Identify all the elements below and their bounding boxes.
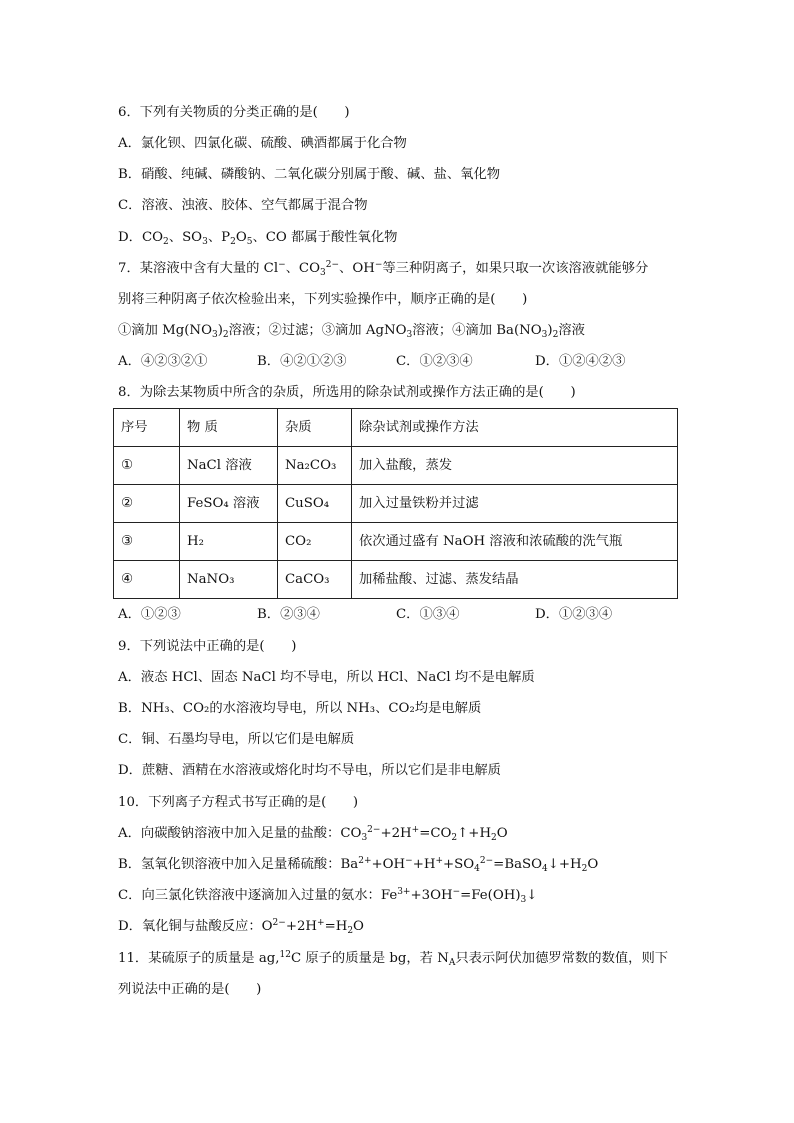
cell-substance: FeSO₄ 溶液 [180,485,278,523]
q11-stem-line2: 列说法中正确的是( ) [118,982,262,997]
cell-impurity: Na₂CO₃ [278,447,352,485]
table-header-row [114,409,678,447]
cell-no: ② [114,485,180,523]
q7-stem-line2: 别将三种阴离子依次检验出来，下列实验操作中，顺序正确的是( ) [118,292,528,307]
cell-impurity: CO₂ [278,523,352,561]
q11-tail: 只表示阿伏加德罗常数的数值，则下 [455,951,669,966]
q10-option-b: B．氢氧化钡溶液中加入足量稀硫酸：$Ba^{2+}+OH^-+H^++SO_4^{2-}=BaSO_4↓+H_2O$ [118,856,599,874]
q7-stem-tail: 等三种阴离子，如果只取一次该溶液就能够分 [382,261,649,276]
q7-option-d: D．①②④②③ [535,354,626,369]
q6-stem: 6．下列有关物质的分类正确的是( ) [118,105,350,120]
cell-method: 加稀盐酸、过滤、蒸发结晶 [352,561,678,599]
header-cell: 杂质 [278,409,352,447]
cell-substance: H₂ [180,523,278,561]
table-row [114,485,678,523]
table-row [114,447,678,485]
header-cell: 除杂试剂或操作方法 [352,409,678,447]
q6-option-d: D．$CO_2$、$SO_3$、$P_2O_5$、CO 都属于酸性氧化物 [118,230,398,247]
q7-op-4: 溶液 [558,323,585,338]
q6-d-tail: 、CO 都属于酸性氧化物 [252,230,398,245]
q7-op-1: ①滴加 Mg(NO [118,323,212,338]
cell-no: ① [114,447,180,485]
q6-d-prefix: D．CO [118,230,164,245]
q9-option-d: D．蔗糖、酒精在水溶液或熔化时均不导电，所以它们是非电解质 [118,763,501,778]
q7-operations: ①滴加 $Mg(NO_3)_2$溶液；②过滤；③滴加 AgNO$_3$溶液；④滴加 $Ba(NO_3)_2$溶液 [118,323,585,340]
q10-b-prefix: B．氢氧化钡溶液中加入足量稀硫酸：Ba [118,857,359,872]
q7-option-c: C．①②③④ [396,354,473,369]
q8-option-d: D．①②③④ [535,607,613,622]
q7-option-a: A．④②③②① [118,354,208,369]
header-cell: 序号 [114,409,180,447]
cell-method: 加入过量铁粉并过滤 [352,485,678,523]
q10-c-prefix: C．向三氯化铁溶液中逐滴加入过量的氨水：Fe [118,888,398,903]
cell-impurity: CaCO₃ [278,561,352,599]
q10-d-prefix: D．氧化铜与盐酸反应：O [118,919,273,934]
q8-stem: 8．为除去某物质中所含的杂质，所选用的除杂试剂或操作方法正确的是( ) [118,385,576,400]
table-row [114,561,678,599]
q7-option-b: B．④②①②③ [257,354,347,369]
q8-option-a: A．①②③ [118,607,181,622]
q10-option-d: D．氧化铜与盐酸反应：$O^{2-}+2H^+=H_2O$ [118,918,364,936]
q10-a-prefix: A．向碳酸钠溶液中加入足量的盐酸：CO [118,826,362,841]
q8-option-b: B．②③④ [257,607,320,622]
cell-no: ③ [114,523,180,561]
q11-prefix: 11．某硫原子的质量是 ag, [118,951,280,966]
q7-op-2: 溶液；②过滤；③滴加 AgNO [228,323,407,338]
q6-option-c: C．溶液、浊液、胶体、空气都属于混合物 [118,198,368,213]
q7-stem-line1: 7．某溶液中含有大量的 Cl−、$CO_3^{2-}$、OH−等三种阴离子，如果只取一次该溶液就能够分 [118,260,649,278]
header-cell: 物 质 [180,409,278,447]
q8-option-c: C．①③④ [396,607,460,622]
q11-mid: C 原子的质量是 bg，若 N [290,951,449,966]
q9-stem: 9．下列说法中正确的是( ) [118,639,297,654]
q6-option-a: A．氯化钡、四氯化碳、硫酸、碘酒都属于化合物 [118,136,407,151]
q7-op-3: 溶液；④滴加 Ba(NO [412,323,542,338]
cell-method: 依次通过盛有 NaOH 溶液和浓硫酸的洗气瓶 [352,523,678,561]
q10-option-a: A．向碳酸钠溶液中加入足量的盐酸：$CO_3^{2-}+2H^+=CO_2↑+H_2O$ [118,825,508,843]
q9-option-b: B．NH₃、CO₂的水溶液均导电，所以 NH₃、CO₂均是电解质 [118,701,482,716]
q10-option-c: C．向三氯化铁溶液中逐滴加入过量的氨水：$Fe^{3+}+3OH^-=Fe(OH)_3↓$ [118,887,538,905]
q6-option-b: B．硝酸、纯碱、磷酸钠、二氧化碳分别属于酸、碱、盐、氧化物 [118,167,501,182]
cell-impurity: CuSO₄ [278,485,352,523]
cell-method: 加入盐酸，蒸发 [352,447,678,485]
cell-no: ④ [114,561,180,599]
q11-stem-line1: 11．某硫原子的质量是 ag,$^{12}$C 原子的质量是 bg，若 $N_A$只表示阿伏加德罗常数的数值，则下 [118,950,669,968]
q10-stem: 10．下列离子方程式书写正确的是( ) [118,795,359,810]
q9-option-a: A．液态 HCl、固态 NaCl 均不导电，所以 HCl、NaCl 均不是电解质 [118,670,535,685]
q7-stem-prefix: 7．某溶液中含有大量的 Cl [118,261,279,276]
cell-substance: NaNO₃ [180,561,278,599]
cell-substance: NaCl 溶液 [180,447,278,485]
table-row [114,523,678,561]
q9-option-c: C．铜、石墨均导电，所以它们是电解质 [118,732,355,747]
q8-table [113,408,678,599]
